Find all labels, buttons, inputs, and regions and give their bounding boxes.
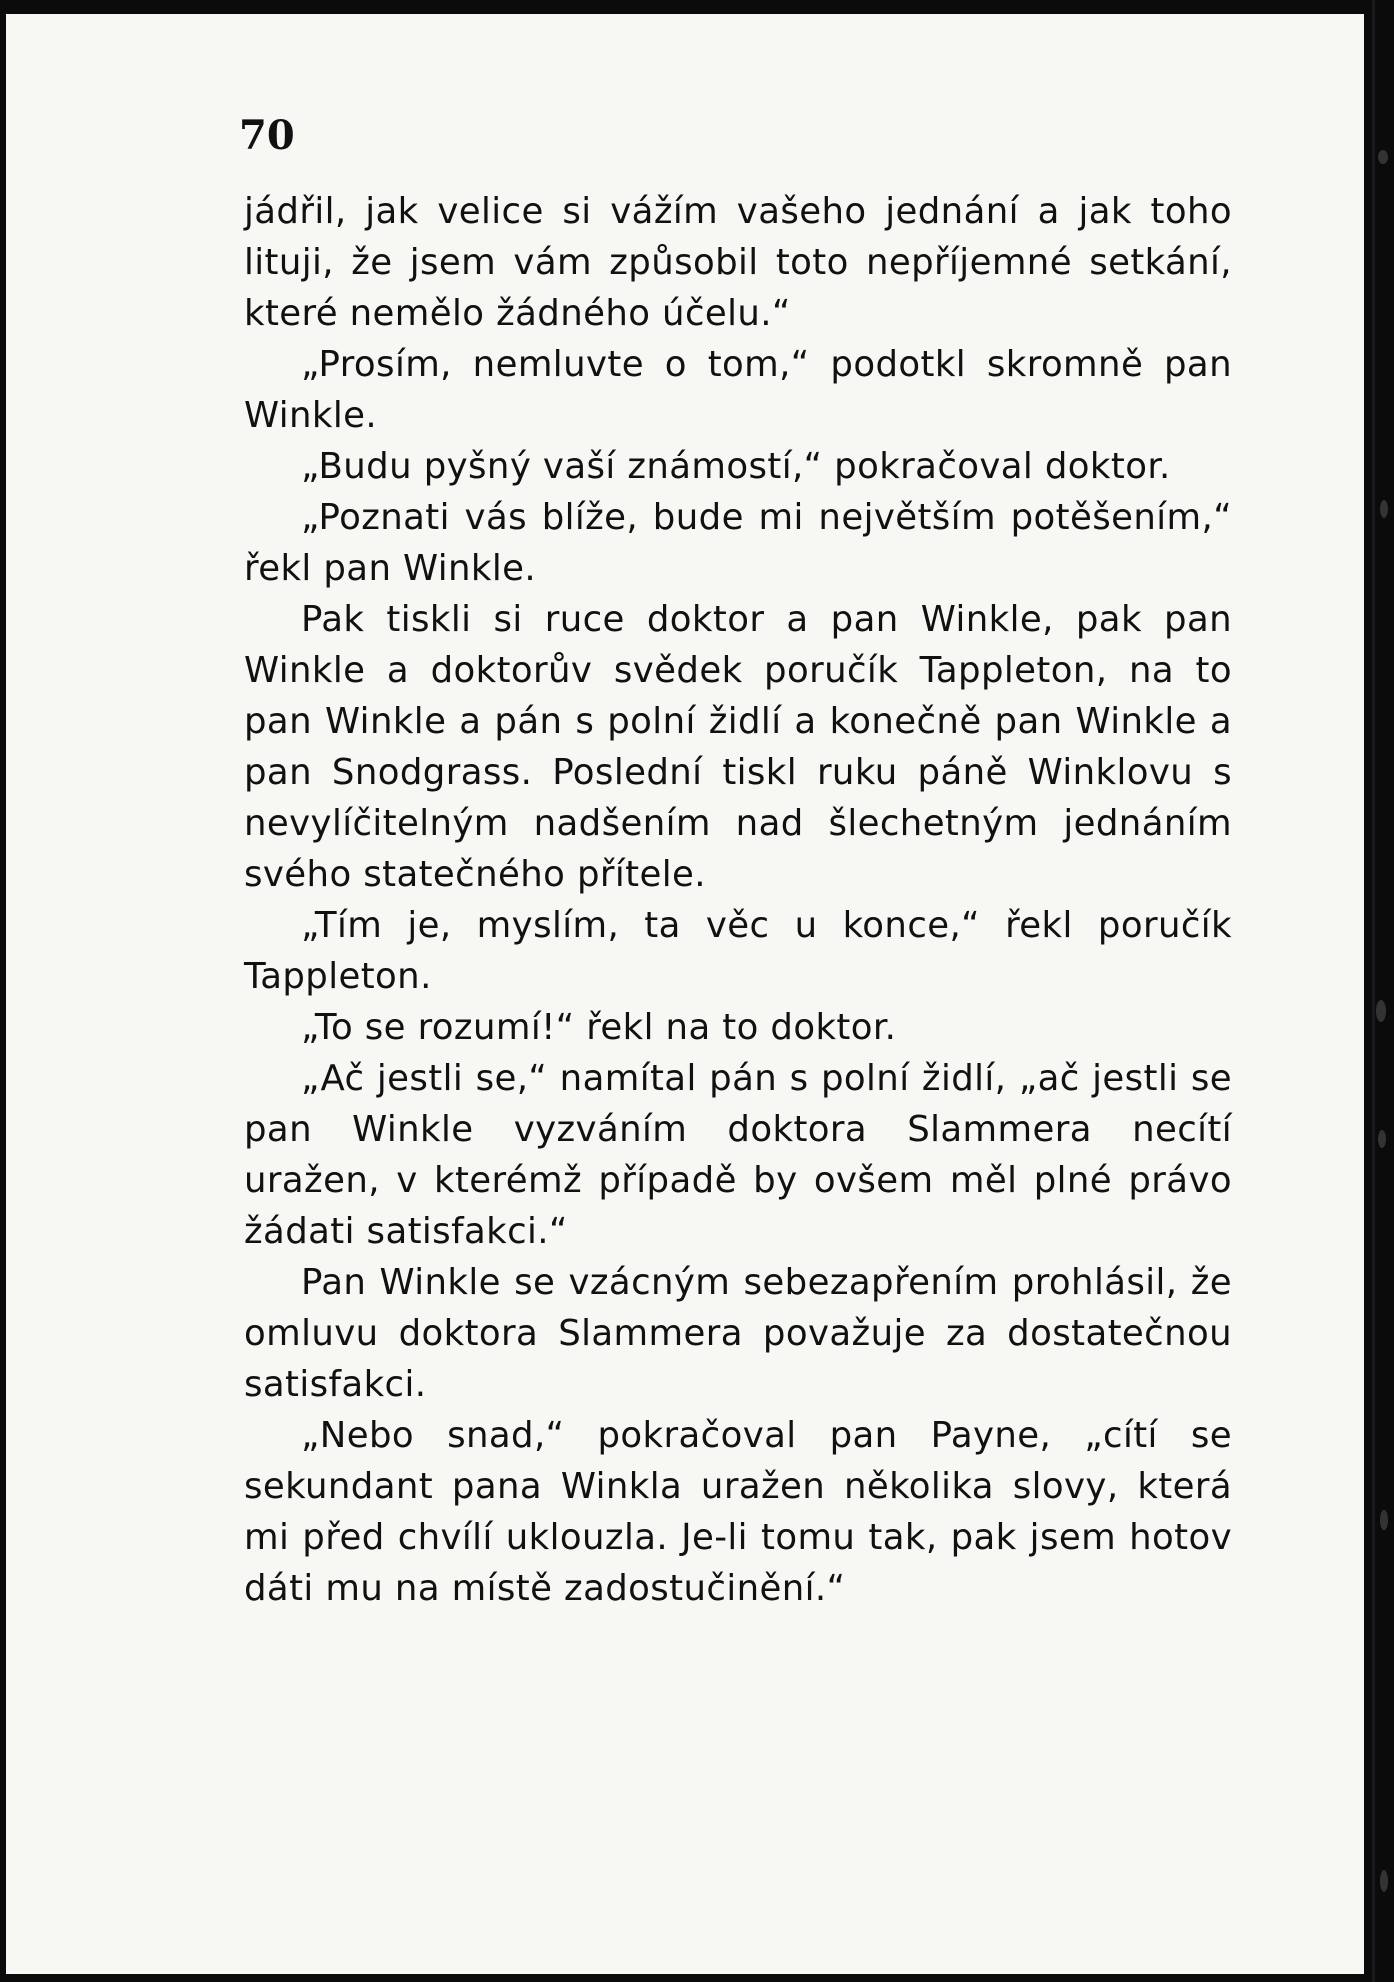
- body-text: [244, 186, 1232, 1614]
- scan-speck: [1376, 1000, 1386, 1022]
- scan-speck: [1380, 1510, 1388, 1530]
- paragraph: „Ač jestli se,“ namítal pán s polní židlí, „ač jestli se pan Winkle vyzváním doktora Slammera necítí uražen, v kterémž případě by ovšem měl plné právo žádati satisfakci.“: [244, 1058, 1232, 1252]
- paragraph: Pak tiskli si ruce doktor a pan Winkle, pak pan Winkle a doktorův svědek poručík Tappleton, na to pan Winkle a pán s polní židlí a konečně pan Winkle a pan Snodgrass. Poslední tiskl ruku páně Winklovu s nevylíčitelným nadšením nad šlechetným jednáním svého statečného přítele.: [244, 599, 1232, 895]
- binding-edge: [1372, 0, 1375, 1982]
- paper-sheet: [6, 14, 1364, 1974]
- paragraph: Pan Winkle se vzácným sebezapřením prohlásil, že omluvu doktora Slammera považuje za dostatečnou satisfakci.: [244, 1262, 1232, 1405]
- scan-speck: [1380, 500, 1388, 518]
- scan-speck: [1378, 1130, 1386, 1148]
- paragraph: „Nebo snad,“ pokračoval pan Payne, „cítí se sekundant pana Winkla uražen několika slovy, která mi před chvílí uklouzla. Je-li tomu tak, pak jsem hotov dáti mu na místě zadostučinění.“: [244, 1415, 1232, 1609]
- paragraph: „Tím je, myslím, ta věc u konce,“ řekl poručík Tappleton.: [244, 905, 1232, 997]
- paragraph: „To se rozumí!“ řekl na to doktor.: [301, 1007, 897, 1048]
- scan-speck: [1380, 1870, 1388, 1892]
- page-number: 70: [239, 112, 295, 159]
- paragraph: „Poznati vás blíže, bude mi největším potěšením,“ řekl pan Winkle.: [244, 497, 1232, 589]
- scan-speck: [1378, 150, 1388, 164]
- paragraph: jádřil, jak velice si vážím vašeho jednání a jak toho lituji, že jsem vám způsobil toto nepříjemné setkání, které nemělo žádného účelu.“: [244, 191, 1232, 334]
- paragraph: „Prosím, nemluvte o tom,“ podotkl skromně pan Winkle.: [244, 344, 1232, 436]
- paragraph: „Budu pyšný vaší známostí,“ pokračoval doktor.: [301, 446, 1171, 487]
